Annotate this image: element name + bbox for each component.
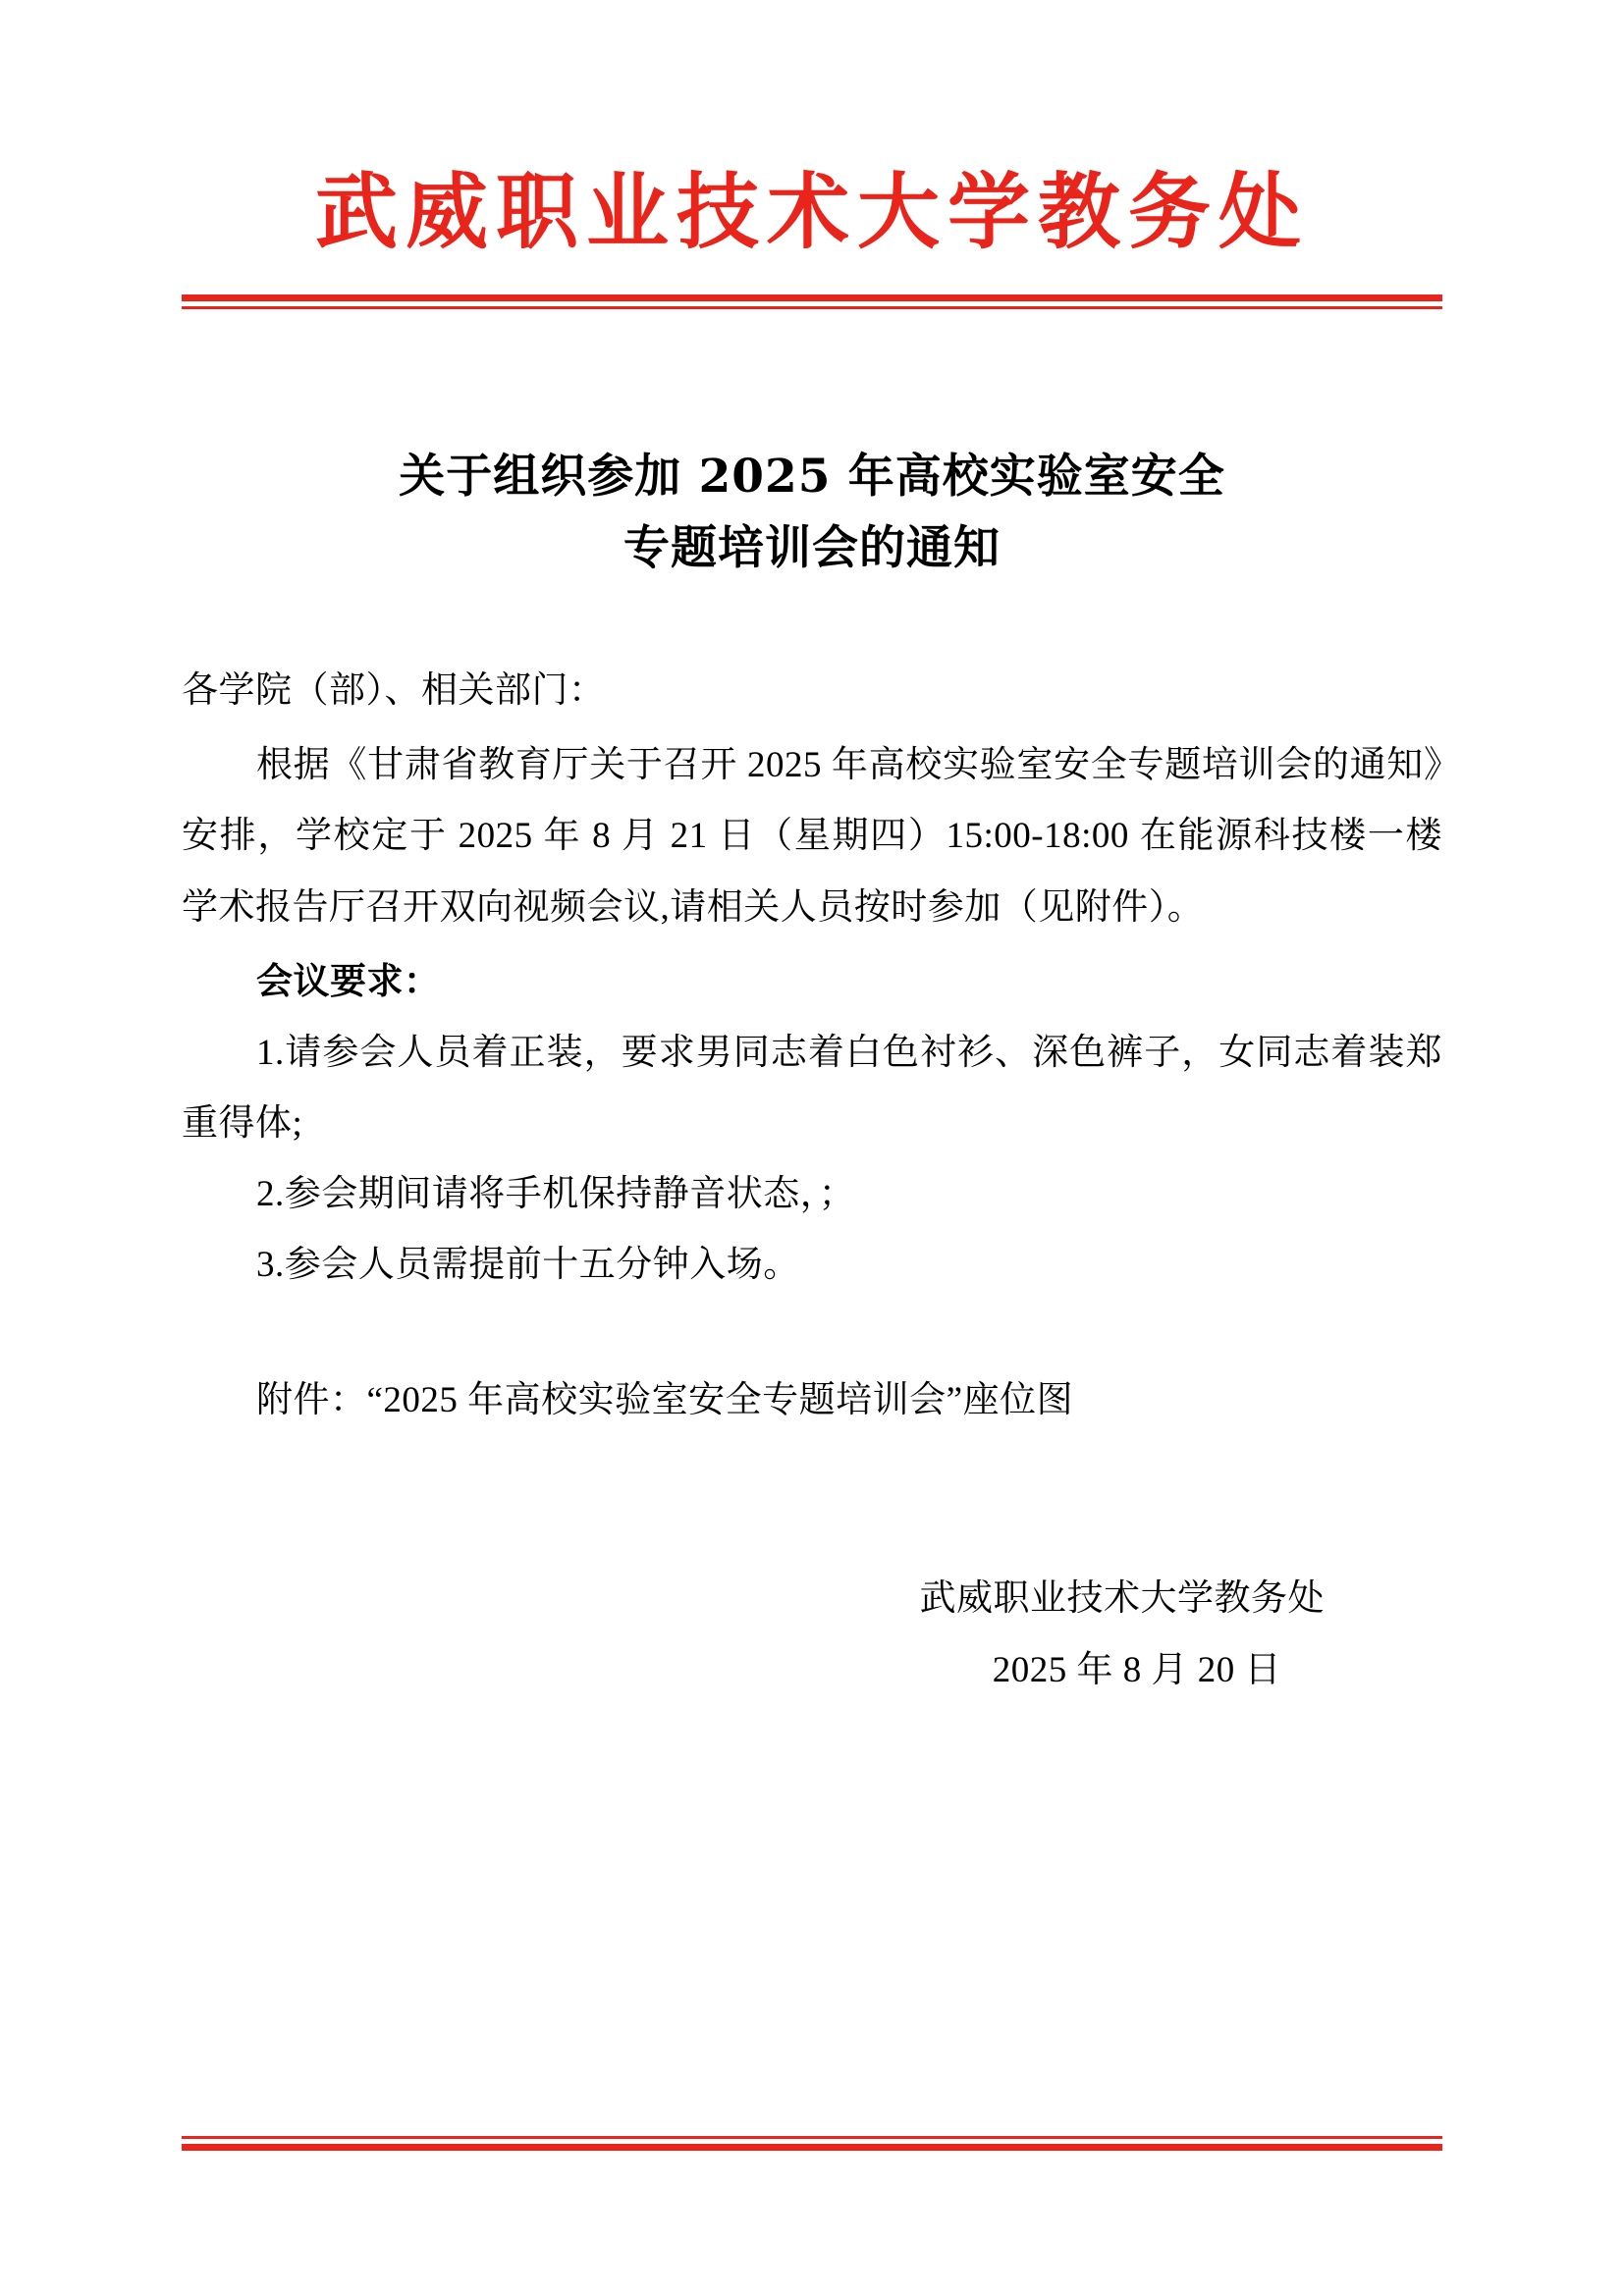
letterhead-rule-thin [182, 306, 1442, 309]
requirements-heading: 会议要求： [256, 961, 441, 1002]
document-body [182, 656, 1442, 1706]
footer-rule-thin [182, 2136, 1442, 2139]
letterhead-rules [182, 294, 1442, 309]
page-title [182, 442, 1442, 585]
requirement-item: 2.参会期间请将手机保持静音状态，； [256, 1174, 856, 1215]
signature-date: 2025 年 8 月 20 日 [992, 1649, 1281, 1690]
letterhead-title: 武威职业技术大学教务处 [314, 163, 1309, 260]
body-paragraph-1: 根据《甘肃省教育厅关于召开 2025 年高校实验室安全专题培训会的通知》安排，学校定于 2025 年 8 月 21 日（星期四）15:00-18:00 在能源科技楼一楼学术报告厅召开双向视频会议,请相关人员按时参加（见附件）。 [182, 745, 1442, 928]
page-title-line-2: 专题培训会的通知 [623, 521, 1001, 576]
requirement-item: 3.参会人员需提前十五分钟入场。 [256, 1245, 800, 1286]
footer-rules [182, 2136, 1442, 2151]
letterhead [182, 0, 1442, 309]
footer-rule-thick [182, 2144, 1442, 2151]
signature-block [182, 1564, 1442, 1705]
page-title-line-1: 关于组织参加 2025 年高校实验室安全 [399, 450, 1225, 505]
signature-organization: 武威职业技术大学教务处 [919, 1578, 1325, 1620]
salutation: 各学院（部）、相关部门： [182, 670, 606, 712]
requirement-item: 1.请参会人员着正装，要求男同志着白色衬衫、深色裤子，女同志着装郑重得体; [182, 1032, 1442, 1144]
attachment-note: 附件：“2025 年高校实验室安全专题培训会”座位图 [256, 1380, 1074, 1421]
letterhead-rule-thick [182, 294, 1442, 301]
